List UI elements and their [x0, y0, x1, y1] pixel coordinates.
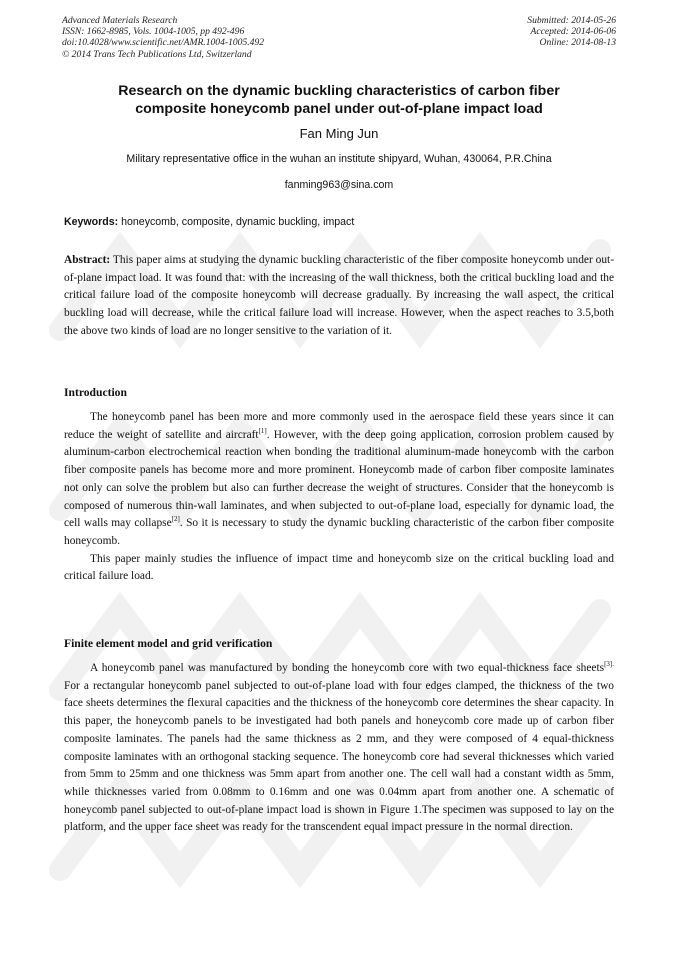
- fem-heading: Finite element model and grid verification: [64, 637, 273, 650]
- intro-text-c: . So it is necessary to study the dynamic buckling characteristic of the carbon fiber composite honeycomb.: [64, 517, 614, 547]
- citation-ref-2[interactable]: [2]: [171, 515, 180, 524]
- paper-title: [62, 82, 616, 118]
- keywords: [64, 216, 614, 228]
- author-name: Fan Ming Jun: [299, 126, 379, 141]
- online-date: Online: 2014-08-13: [539, 37, 616, 49]
- author-affiliation: Military representative office in the wuhan an institute shipyard, Wuhan, 430064, P.R.China: [126, 153, 552, 165]
- introduction-paragraph-1: [64, 409, 614, 551]
- citation-ref-3[interactable]: [3].: [604, 660, 614, 668]
- fem-section: [64, 660, 614, 837]
- keywords-label: Keywords:: [64, 216, 119, 228]
- header-dates: [527, 15, 616, 49]
- fem-text-a: A honeycomb panel was manufactured by bonding the honeycomb core with two equal-thickness face sheets: [90, 662, 605, 674]
- fem-paragraph-1: [64, 660, 614, 837]
- journal-name: Advanced Materials Research: [62, 15, 178, 26]
- introduction-heading: Introduction: [64, 386, 127, 399]
- author-email[interactable]: fanming963@sina.com: [284, 179, 394, 191]
- abstract-label: Abstract:: [64, 254, 111, 266]
- issn-info: ISSN: 1662-8985, Vols. 1004-1005, pp 492-496: [62, 26, 245, 38]
- introduction-paragraph-2: This paper mainly studies the influence of impact time and honeycomb size on the critical buckling load and critical failure load.: [64, 552, 614, 583]
- title-line-2: composite honeycomb panel under out-of-plane impact load: [135, 101, 543, 117]
- keywords-text: honeycomb, composite, dynamic buckling, impact: [121, 216, 355, 228]
- intro-text-b: . However, with the deep going application, corrosion problem caused by aluminum-carbon electrochemical reaction when bonding the traditional aluminum-made honeycomb with the carbon fiber composite panels has become more and more prominent. Honeycomb made of carbon fiber composite laminates not only can solve the problem but also can further decrease the weight of structures. Consider that the honeycomb is composed of numerous thin-wall laminates, and when subjected to out-of-plane load, especially for dynamic load, the cell walls may collapse: [64, 428, 614, 530]
- intro-text-a: The honeycomb panel has been more and more commonly used in the aerospace field these years since it can reduce the weight of satellite and aircraft: [64, 411, 614, 441]
- submitted-date: Submitted: 2014-05-26: [527, 15, 616, 26]
- header-citation: [62, 15, 264, 60]
- accepted-date: Accepted: 2014-06-06: [530, 26, 616, 38]
- abstract-text: This paper aims at studying the dynamic buckling characteristic of the fiber composite honeycomb under out-of-plane impact load. It was found that: with the increasing of the wall thickness, both the critical buckling load and the critical failure load of the composite honeycomb will decrease gradually. By increasing the wall aspect, the critical buckling load will decrease, while the critical failure load will increase. However, when the aspect reaches to 3.5,both the above two kinds of load are no longer sensitive to the variation of it.: [64, 254, 614, 337]
- copyright-notice: © 2014 Trans Tech Publications Ltd, Switzerland: [62, 48, 252, 60]
- title-line-1: Research on the dynamic buckling characteristics of carbon fiber: [118, 83, 560, 99]
- doi-link[interactable]: doi:10.4028/www.scientific.net/AMR.1004-1005.492: [62, 37, 265, 49]
- citation-ref-1[interactable]: [1]: [258, 426, 267, 435]
- introduction-section: [64, 409, 614, 586]
- fem-text-b: For a rectangular honeycomb panel subjected to out-of-plane load with four edges clamped, the thickness of the two face sheets determines the flexural capacities and the thickness of the honeycomb core determines the shear capacity. In this paper, the honeycomb panels to be investigated had both panels and honeycomb core made up of carbon fiber composite laminates. The panels had the same thickness as 2 mm, and they were composed of 4 equal-thickness composite laminates with an orthogonal stacking sequence. The honeycomb core had several thicknesses which varied from 5mm to 25mm and one thickness was 5mm apart from another one. The cell wall had a constant width as 5mm, while thicknesses varied from 0.08mm to 0.16mm and one was 0.04mm apart from another one. A schematic of honeycomb panel subjected to out-of-plane impact load is shown in Figure 1.The specimen was supposed to lay on the platform, and the upper face sheet was ready for the transcendent equal impact pressure in the normal direction.: [64, 679, 614, 834]
- abstract: [64, 252, 614, 341]
